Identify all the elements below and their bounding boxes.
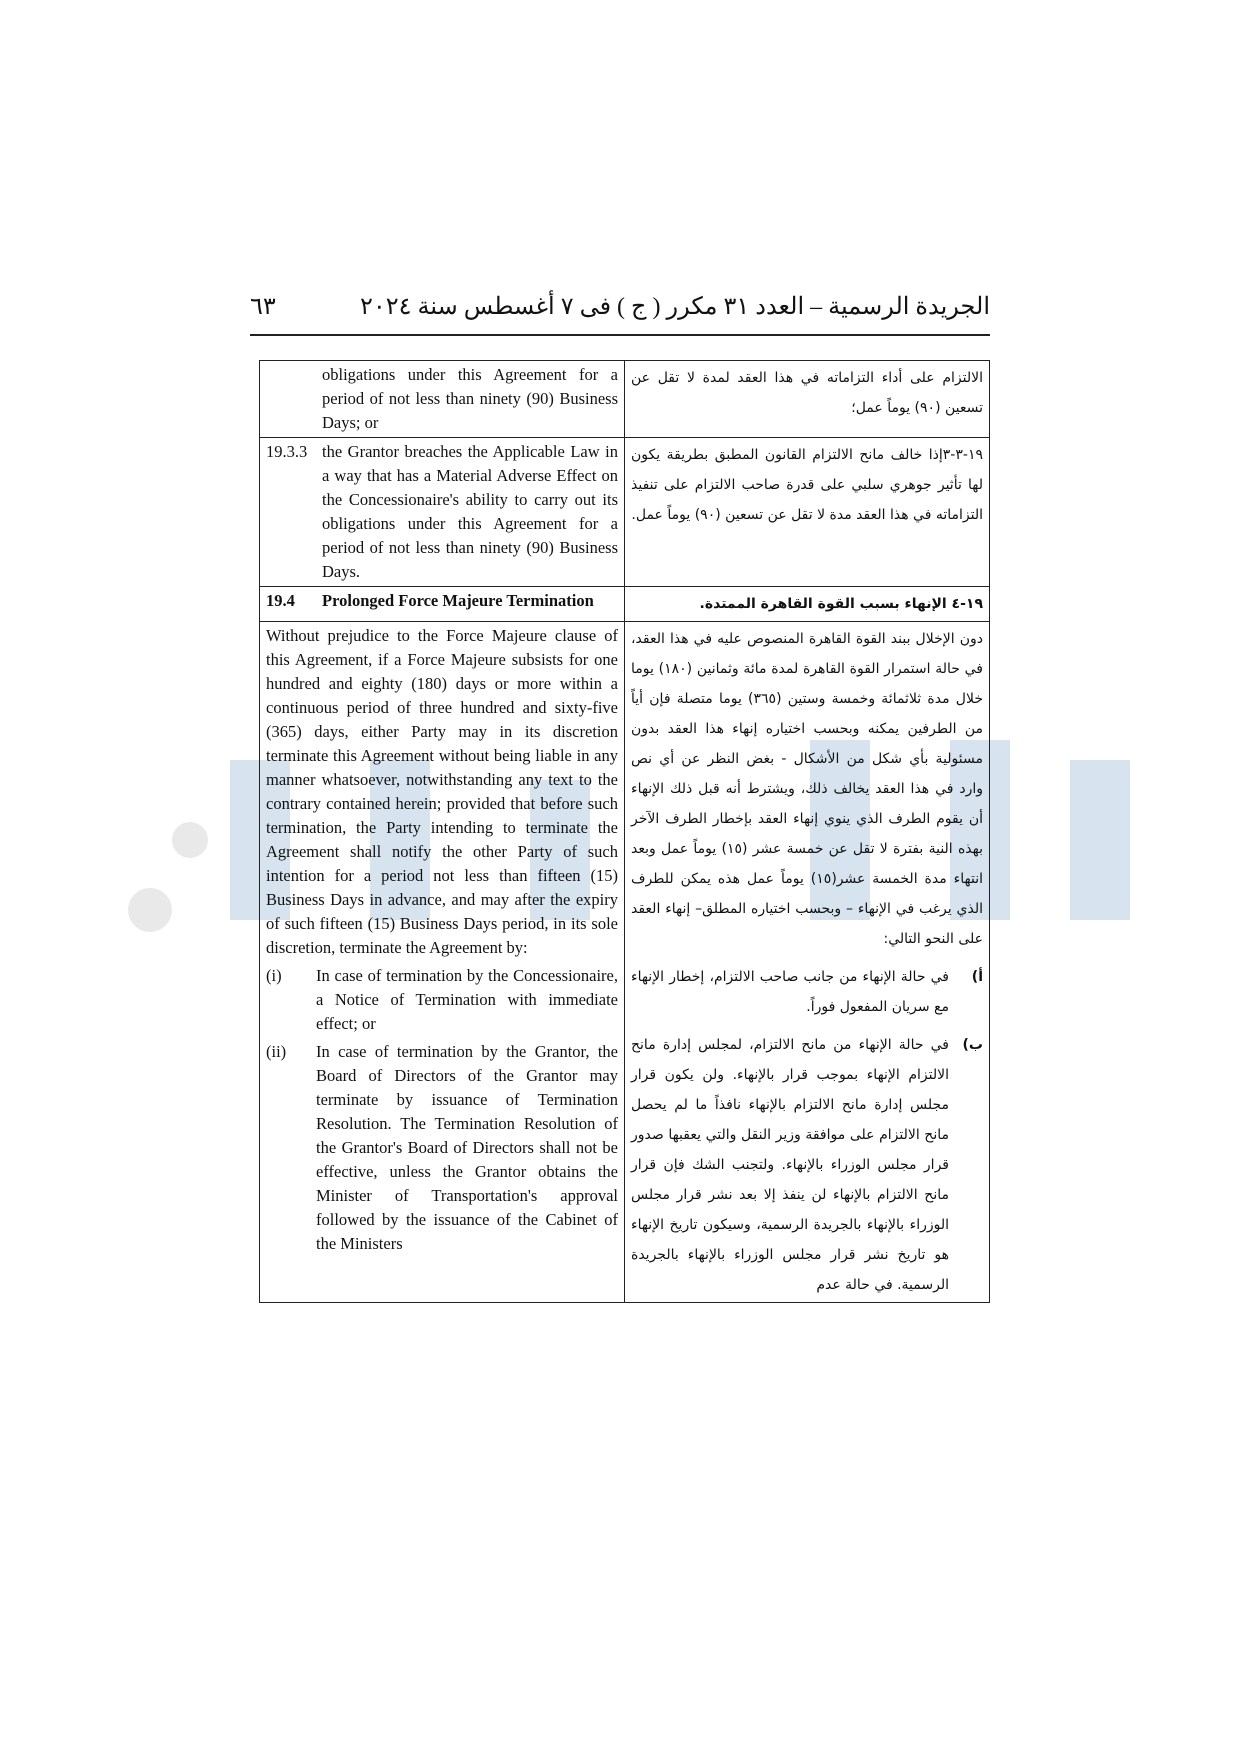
clause-number: 19.3.3 <box>266 442 308 461</box>
gazette-title: الجريدة الرسمية – العدد ٣١ مكرر ( ج ) فى ٧ أغسطس سنة ٢٠٢٤ <box>359 293 990 320</box>
list-item <box>631 962 983 1022</box>
section-title: Prolonged Force Majeure Termination <box>322 591 594 610</box>
clause-text: the Grantor breaches the Applicable Law in a way that has a Material Adverse Effect on the Concessionaire's ability to carry out its obligations under this Agreement for a period of not less than ninety (90) Business Days. <box>322 442 618 581</box>
item-number: (i) <box>266 966 282 985</box>
clause-text: obligations under this Agreement for a period of not less than ninety (90) Business Days; or <box>322 365 618 432</box>
list-item <box>631 1030 983 1300</box>
list-item <box>266 964 618 1036</box>
arabic-cell <box>625 622 990 1303</box>
arabic-cell <box>625 361 990 438</box>
english-cell <box>260 361 625 438</box>
page-header <box>250 286 990 326</box>
table-row <box>260 438 990 587</box>
clause-19-3-3 <box>266 440 618 584</box>
section-title-arabic: ١٩-٤ الإنهاء بسبب القوة القاهرة الممتدة. <box>699 596 983 612</box>
clause-text-arabic: الالتزام على أداء التزاماته في هذا العقد لمدة لا تقل عن تسعين (٩٠) يوماً عمل؛ <box>631 370 983 416</box>
arabic-cell <box>625 438 990 587</box>
item-number: (ii) <box>266 1042 287 1061</box>
clause-text-arabic: ١٩-٣-٣إذا خالف مانح الالتزام القانون المطبق بطريقة يكون لها تأثير جوهري سلبي على قدرة صاحب الالتزام على تنفيذ التزاماته في هذا العقد مدة لا تقل عن تسعين (٩٠) يوماً عمل. <box>631 447 983 523</box>
english-cell <box>260 587 625 622</box>
table-row <box>260 361 990 438</box>
item-number: ب) <box>962 1037 983 1053</box>
clause-body-arabic: دون الإخلال ببند القوة القاهرة المنصوص عليه في هذا العقد، في حالة استمرار القوة القاهرة لمدة مائة وثمانين (١٨٠) يوما خلال مدة ثلاثمائة وخمسة وستين (٣٦٥) يوما متصلة فإن أياً من الطرفين يمكنه وبحسب اختياره إنهاء هذا العقد بدون مسئولية بأي شكل من الأشكال - بغض النظر عن أي نص وارد في هذا العقد يخالف ذلك، ويشترط أنه قبل ذلك الإنهاء أن يقوم الطرف الذي ينوي إنهاء العقد بإخطار الطرف الآخر بهذه النية بفترة لا تقل عن خمسة عشر (١٥) يوماً عمل وبعد انتهاء مدة الخمسة عشر(١٥) يوماً عمل هذه يمكن للطرف الذي يرغب في الإنهاء – وبحسب اختياره المطلق– إنهاء العقد على النحو التالي: <box>631 631 984 947</box>
item-text: في حالة الإنهاء من مانح الالتزام، لمجلس إدارة مانح الالتزام الإنهاء بموجب قرار بالإنهاء. ولن يكون قرار مجلس إدارة مانح الالتزام بالإنهاء نافذاً ما لم يحصل مانح الالتزام على موافقة وزير النقل والتي يعقبها صدور قرار مجلس الوزراء بالإنهاء. ولتجنب الشك فإن قرار مانح الالتزام بالإنهاء لن ينفذ إلا بعد نشر قرار مجلس الوزراء بالإنهاء بالجريدة الرسمية، وسيكون تاريخ الإنهاء هو تاريخ نشر قرار مجلس الوزراء بالإنهاء بالجريدة الرسمية. في حالة عدم <box>631 1037 949 1293</box>
arabic-cell <box>625 587 990 622</box>
table-row <box>260 587 990 622</box>
item-text: في حالة الإنهاء من جانب صاحب الالتزام، إخطار الإنهاء مع سريان المفعول فوراً. <box>631 969 949 1015</box>
item-text: In case of termination by the Grantor, the Board of Directors of the Grantor may terminate by issuance of Termination Resolution. The Termination Resolution of the Grantor's Board of Directors shall not be effective, unless the Grantor obtains the Minister of Transportation's approval followed by the issuance of the Cabinet of the Ministers <box>316 1042 618 1253</box>
agreement-table <box>259 360 990 1303</box>
item-number: أ) <box>971 969 983 985</box>
list-item <box>266 1040 618 1256</box>
header-divider <box>250 334 990 336</box>
english-cell <box>260 438 625 587</box>
page-number: ٦٣ <box>250 293 276 320</box>
clause-body: Without prejudice to the Force Majeure clause of this Agreement, if a Force Majeure subsists for one hundred and eighty (180) days or more within a continuous period of three hundred and sixty-five (365) days, either Party may in its discretion terminate this Agreement without being liable in any manner whatsoever, notwithstanding any text to the contrary contained herein; provided that before such termination, the Party intending to terminate the Agreement shall notify the other Party of such intention for a period not less than fifteen (15) Business Days in advance, and may after the expiry of such fifteen (15) Business Days period, in its sole discretion, terminate the Agreement by: <box>266 626 618 957</box>
item-text: In case of termination by the Concessionaire, a Notice of Termination with immediate effect; or <box>316 966 618 1033</box>
section-heading <box>266 589 618 613</box>
section-number: 19.4 <box>266 591 295 610</box>
table-row <box>260 622 990 1303</box>
english-cell <box>260 622 625 1303</box>
